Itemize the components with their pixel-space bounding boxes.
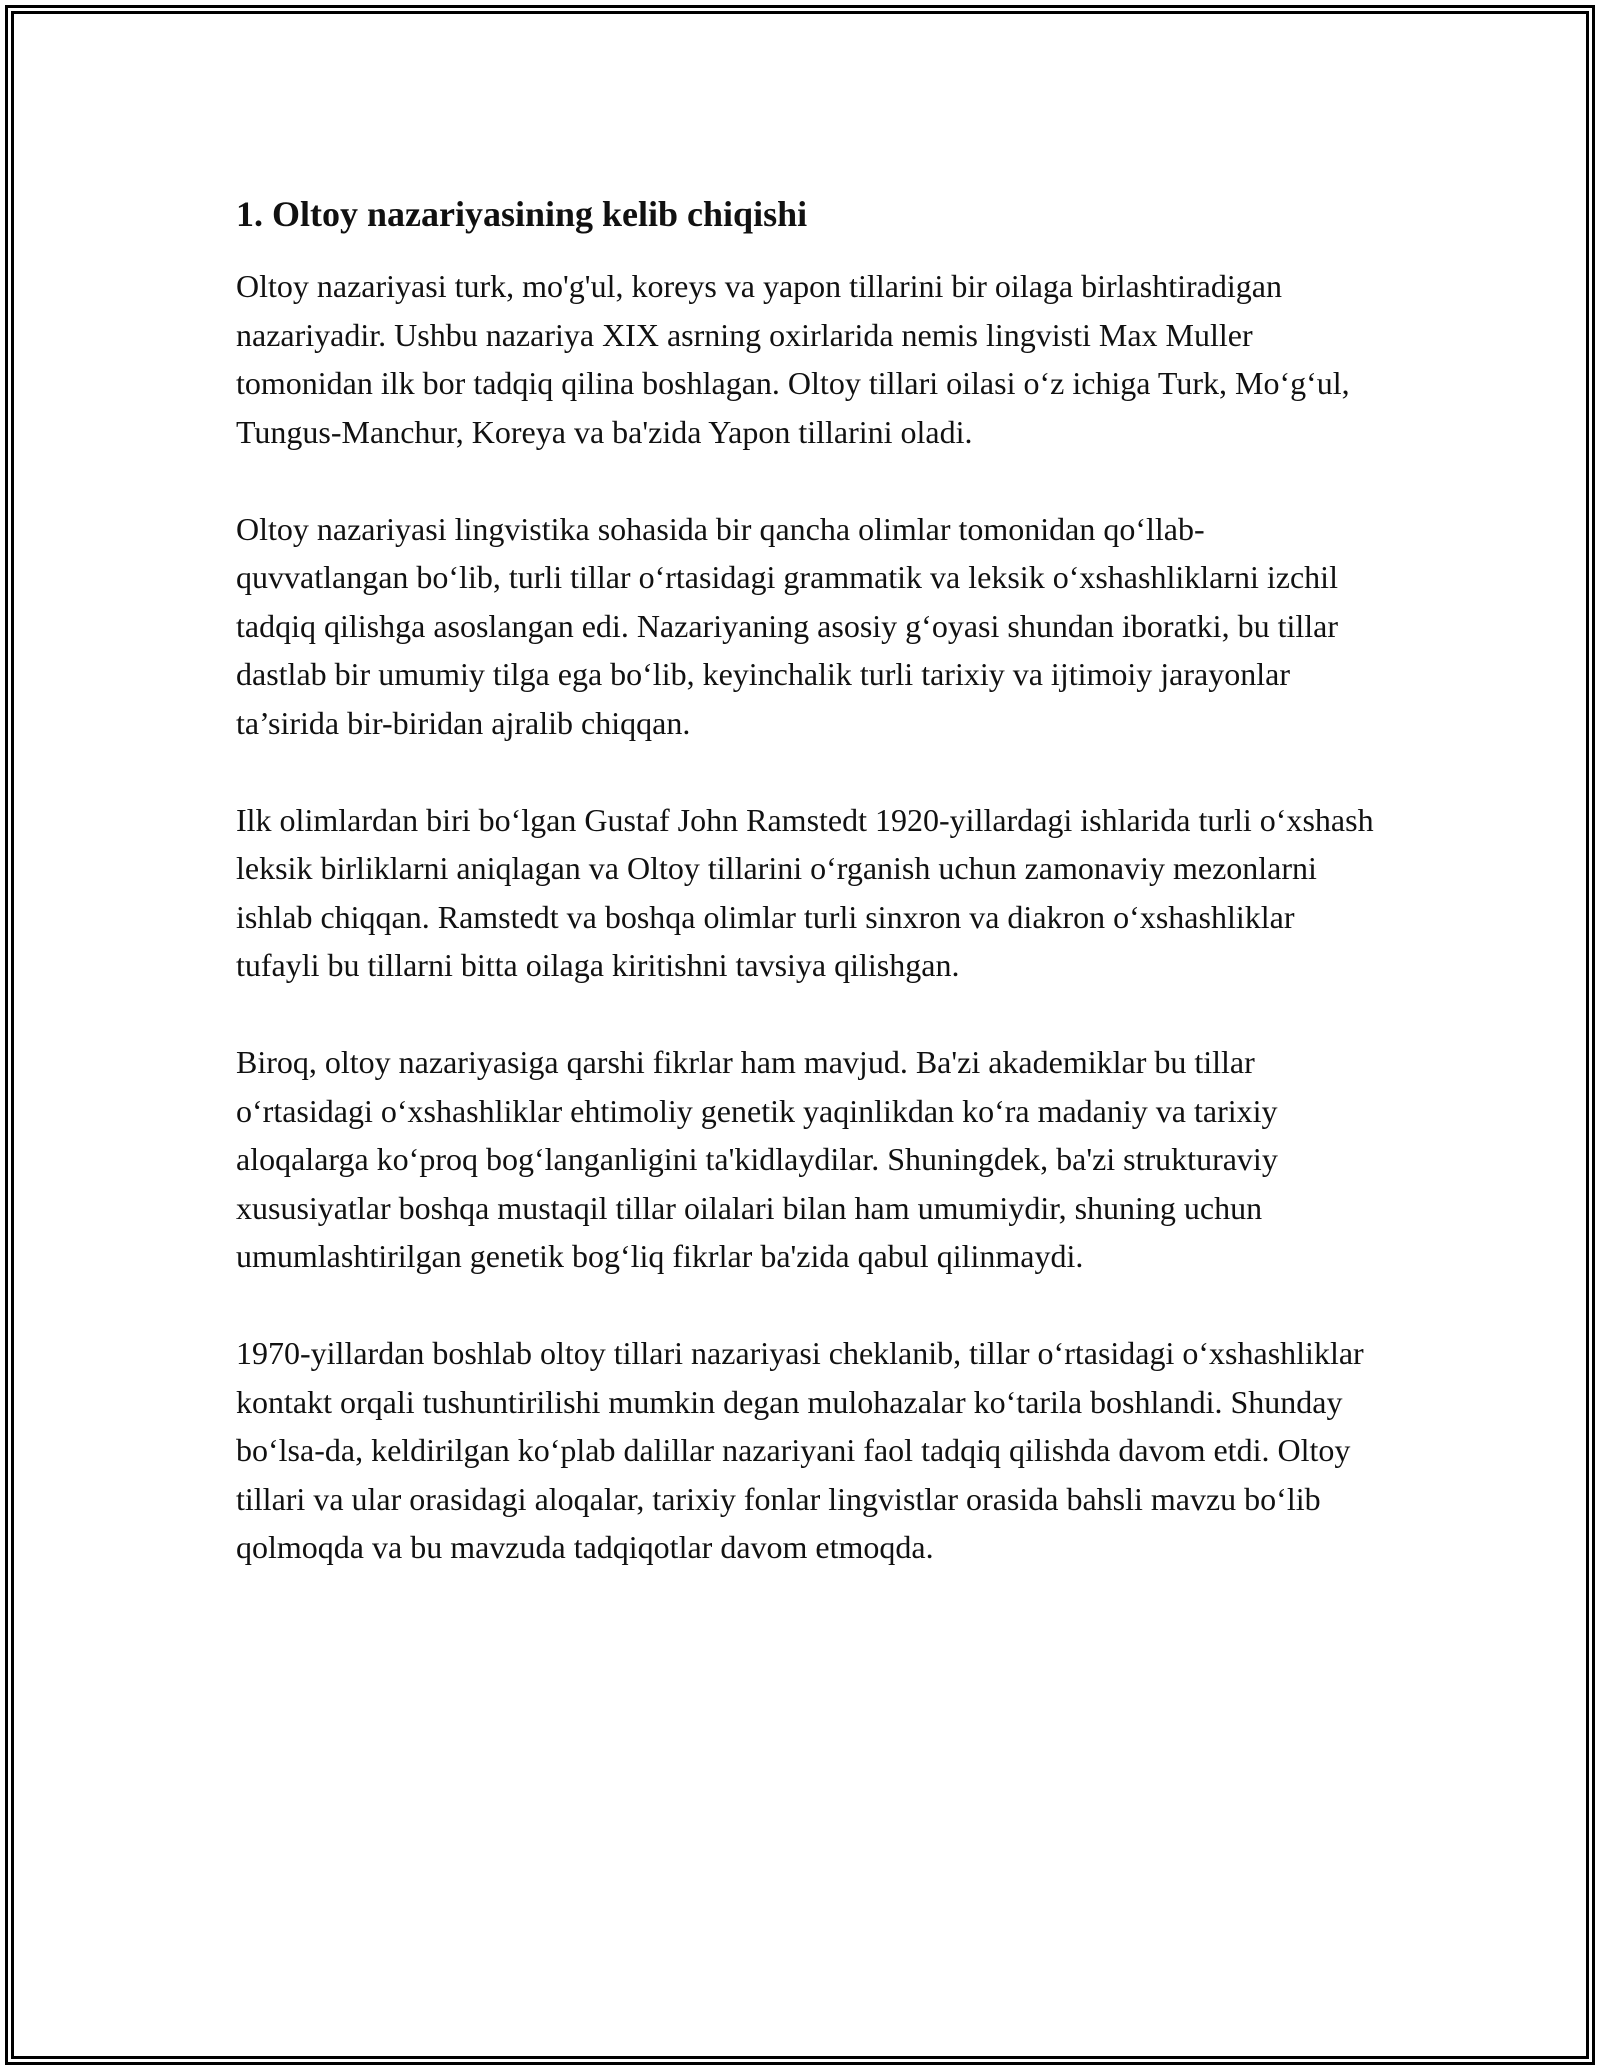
paragraph-1: Oltoy nazariyasi turk, mo'g'ul, koreys va yapon tillarini bir oilaga birlashtiradigan nazariyadir. Ushbu nazariya XIX asrning oxirlarida nemis lingvisti Max Muller tomonidan ilk bor tadqiq qilina boshlagan. Oltoy tillari oilasi o‘z ichiga Turk, Mo‘g‘ul, Tungus-Manchur, Koreya va ba'zida Yapon tillarini oladi. [236,268,1350,450]
document-body [236,186,1376,1620]
paragraph-2: Oltoy nazariyasi lingvistika sohasida bir qancha olimlar tomonidan qo‘llab-quvvatlangan bo‘lib, turli tillar o‘rtasidagi grammatik va leksik o‘xshashliklarni izchil tadqiq qilishga asoslangan edi. Nazariyaning asosiy g‘oyasi shundan iboratki, bu tillar dastlab bir umumiy tilga ega bo‘lib, keyinchalik turli tarixiy va ijtimoiy jarayonlar ta’sirida bir-biridan ajralib chiqqan. [236,510,1338,741]
paragraph-4: Biroq, oltoy nazariyasiga qarshi fikrlar ham mavjud. Ba'zi akademiklar bu tillar o‘rtasidagi o‘xshashliklar ehtimoliy genetik yaqinlikdan ko‘ra madaniy va tarixiy aloqalarga ko‘proq bog‘langanligini ta'kidlaydilar. Shuningdek, ba'zi strukturaviy xususiyatlar boshqa mustaqil tillar oilalari bilan ham umumiydir, shuning uchun umumlashtirilgan genetik bog‘liq fikrlar ba'zida qabul qilinmaydi. [236,1044,1278,1274]
paragraph-3: Ilk olimlardan biri bo‘lgan Gustaf John Ramstedt 1920-yillardagi ishlarida turli o‘xshash leksik birliklarni aniqlagan va Oltoy tillarini o‘rganish uchun zamonaviy mezonlarni ishlab chiqqan. Ramstedt va boshqa olimlar turli sinxron va diakron o‘xshashliklar tufayli bu tillarni bitta oilaga kiritishni tavsiya qilishgan. [236,801,1374,983]
paragraph-5: 1970-yillardan boshlab oltoy tillari nazariyasi cheklanib, tillar o‘rtasidagi o‘xshashliklar kontakt orqali tushuntirilishi mumkin degan mulohazalar ko‘tarila boshlandi. Shunday bo‘lsa-da, keldirilgan ko‘plab dalillar nazariyani faol tadqiq qilishda davom etdi. Oltoy tillari va ular orasidagi aloqalar, tarixiy fonlar lingvistlar orasida bahsli mavzu bo‘lib qolmoqda va bu mavzuda tadqiqotlar davom etmoqda. [236,1335,1364,1565]
section-heading: 1. Oltoy nazariyasining kelib chiqishi [236,194,808,234]
